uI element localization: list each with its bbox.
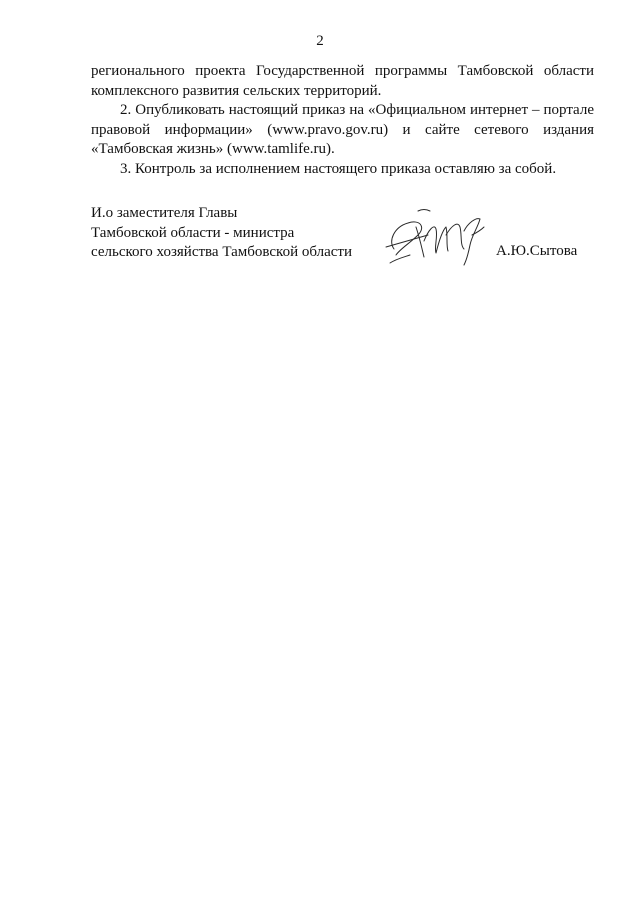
document-body: [91, 62, 594, 179]
signatory-title-line-2: Тамбовской области - министра: [91, 224, 295, 241]
signer-name: А.Ю.Сытова: [496, 243, 578, 259]
signatory-title: [91, 204, 352, 263]
paragraph-3: 3. Контроль за исполнением настоящего приказа оставляю за собой.: [120, 160, 557, 177]
signatory-title-line-1: И.о заместителя Главы: [91, 205, 238, 221]
page-number: 2: [316, 33, 324, 49]
handwritten-signature: [380, 205, 490, 267]
paragraph-2: 2. Опубликовать настоящий приказ на «Официальном интернет – портале правовой информации» (www.pravo.gov.ru) и сайте сетевого издания «Тамбовская жизнь» (www.tamlife.ru).: [91, 102, 594, 157]
paragraph-1: регионального проекта Государственной программы Тамбовской области комплексного развития сельских территорий.: [91, 63, 594, 99]
signatory-title-line-3: сельского хозяйства Тамбовской области: [91, 244, 352, 260]
